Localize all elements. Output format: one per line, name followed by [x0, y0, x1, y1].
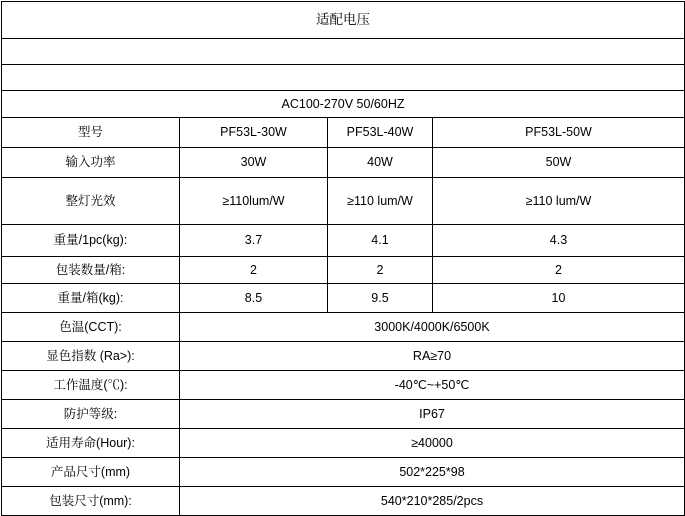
row-label: 重量/箱(kg):	[2, 284, 180, 313]
input-power-row	[2, 148, 685, 178]
blank-row-2	[2, 65, 685, 91]
input-power-value-3: 50W	[433, 148, 685, 178]
ip-rating-row	[2, 400, 685, 429]
row-label: 色温(CCT):	[2, 313, 180, 342]
cri-row	[2, 342, 685, 371]
lifespan-value: ≥40000	[180, 429, 685, 458]
efficacy-value-3: ≥110 lum/W	[433, 178, 685, 225]
input-power-value-1: 30W	[180, 148, 328, 178]
packing-qty-value-2: 2	[328, 257, 433, 284]
packing-qty-value-3: 2	[433, 257, 685, 284]
row-label: 输入功率	[2, 148, 180, 178]
packing-quantity-row	[2, 257, 685, 284]
blank-cell	[2, 39, 685, 65]
model-value-2: PF53L-40W	[328, 118, 433, 148]
weight-value-2: 4.1	[328, 225, 433, 257]
product-size-value: 502*225*98	[180, 458, 685, 487]
working-temperature-value: -40℃~+50℃	[180, 371, 685, 400]
weight-value-3: 4.3	[433, 225, 685, 257]
row-label: 重量/1pc(kg):	[2, 225, 180, 257]
weight-per-pc-row	[2, 225, 685, 257]
working-temperature-row	[2, 371, 685, 400]
row-label: 工作温度(℃):	[2, 371, 180, 400]
cri-value: RA≥70	[180, 342, 685, 371]
efficacy-value-2: ≥110 lum/W	[328, 178, 433, 225]
ip-rating-value: IP67	[180, 400, 685, 429]
cct-value: 3000K/4000K/6500K	[180, 313, 685, 342]
lifespan-row	[2, 429, 685, 458]
product-size-row	[2, 458, 685, 487]
carton-weight-value-1: 8.5	[180, 284, 328, 313]
model-row	[2, 118, 685, 148]
blank-row-1	[2, 39, 685, 65]
efficacy-value-1: ≥110lum/W	[180, 178, 328, 225]
row-label: 适用寿命(Hour):	[2, 429, 180, 458]
row-label: 产品尺寸(mm)	[2, 458, 180, 487]
carton-weight-value-2: 9.5	[328, 284, 433, 313]
cct-row	[2, 313, 685, 342]
row-label: 整灯光效	[2, 178, 180, 225]
voltage-value: AC100-270V 50/60HZ	[2, 91, 685, 118]
row-label: 包装尺寸(mm):	[2, 487, 180, 516]
row-label: 型号	[2, 118, 180, 148]
row-label: 显色指数 (Ra>):	[2, 342, 180, 371]
package-size-value: 540*210*285/2pcs	[180, 487, 685, 516]
voltage-row	[2, 91, 685, 118]
table-title-row	[2, 2, 685, 39]
weight-value-1: 3.7	[180, 225, 328, 257]
specification-table	[1, 1, 685, 516]
row-label: 包装数量/箱:	[2, 257, 180, 284]
carton-weight-value-3: 10	[433, 284, 685, 313]
input-power-value-2: 40W	[328, 148, 433, 178]
model-value-1: PF53L-30W	[180, 118, 328, 148]
blank-cell	[2, 65, 685, 91]
packing-qty-value-1: 2	[180, 257, 328, 284]
luminous-efficacy-row	[2, 178, 685, 225]
package-size-row	[2, 487, 685, 516]
page-title: 适配电压	[2, 2, 685, 39]
model-value-3: PF53L-50W	[433, 118, 685, 148]
row-label: 防护等级:	[2, 400, 180, 429]
weight-per-carton-row	[2, 284, 685, 313]
